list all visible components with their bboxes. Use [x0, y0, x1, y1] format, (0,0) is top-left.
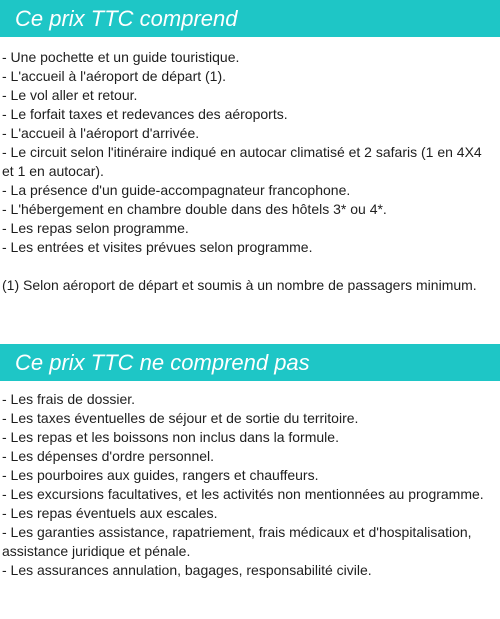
list-item: - Les entrées et visites prévues selon programme. [2, 239, 313, 255]
excluded-section [0, 344, 500, 580]
list-item: - Les dépenses d'ordre personnel. [2, 448, 215, 464]
list-item: - Les repas éventuels aux escales. [2, 505, 218, 521]
list-item: - Les taxes éventuelles de séjour et de sortie du territoire. [2, 410, 359, 426]
list-item: - L'hébergement en chambre double dans des hôtels 3* ou 4*. [2, 201, 387, 217]
list-item: - Les assurances annulation, bagages, responsabilité civile. [2, 562, 372, 578]
list-item: - Le forfait taxes et redevances des aéroports. [2, 106, 288, 122]
list-item: - L'accueil à l'aéroport de départ (1). [2, 68, 227, 84]
list-item: - Les pourboires aux guides, rangers et chauffeurs. [2, 467, 319, 483]
list-item: - Les excursions facultatives, et les activités non mentionnées au programme. [2, 486, 484, 502]
list-item: - La présence d'un guide-accompagnateur francophone. [2, 182, 351, 198]
list-item: - Les frais de dossier. [2, 391, 136, 407]
included-section-title: Ce prix TTC comprend [0, 0, 500, 37]
excluded-section-title: Ce prix TTC ne comprend pas [0, 344, 500, 381]
list-item: - Le vol aller et retour. [2, 87, 138, 103]
excluded-list [0, 390, 500, 580]
footnote: (1) Selon aéroport de départ et soumis à un nombre de passagers minimum. [2, 277, 477, 293]
included-section [0, 0, 500, 295]
list-item: - Le circuit selon l'itinéraire indiqué en autocar climatisé et 2 safaris (1 en 4X4 et 1 en autocar). [2, 144, 482, 179]
list-item: - Les repas selon programme. [2, 220, 189, 236]
list-item: - Les repas et les boissons non inclus dans la formule. [2, 429, 339, 445]
list-item: - Une pochette et un guide touristique. [2, 49, 240, 65]
included-list [0, 48, 500, 257]
list-item: - L'accueil à l'aéroport d'arrivée. [2, 125, 200, 141]
list-item: - Les garanties assistance, rapatriement, frais médicaux et d'hospitalisation, assistance juridique et pénale. [2, 524, 472, 559]
